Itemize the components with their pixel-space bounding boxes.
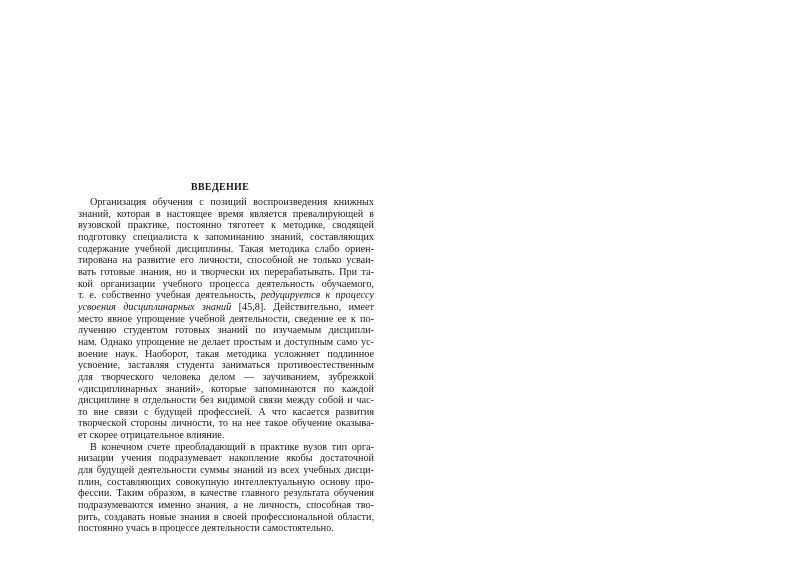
text-line: вать готовые знания, но и творчески их перерабатывать. При та-	[78, 266, 374, 278]
text-line: усвоение, заставляя студента заниматься противоестественным	[78, 360, 374, 372]
paragraph-1	[66, 197, 374, 442]
italic-emphasis: усвоения дисциплинарных знаний	[78, 301, 232, 313]
text-line: содержание учебной дисциплины. Такая методика слабо ориен-	[78, 243, 374, 255]
text-line: Организация обучения с позиций воспроизведения книжных	[90, 197, 374, 208]
text-line: для будущей деятельности суммы знаний из всех учебных дисци-	[78, 465, 374, 477]
text-line: ет скорее отрицательное влияние.	[78, 430, 225, 442]
text-line	[66, 302, 374, 314]
text-line: вузовской практике, постоянно тяготеет к методике, сводящей	[78, 220, 374, 232]
text-line: подготовку специалиста к запоминанию знаний, составляющих	[78, 231, 374, 243]
text-run: [45,8]. Действительно, имеет	[231, 301, 374, 313]
text-line: В конечном счете преобладающий в практике вузов тип орга-	[90, 441, 374, 453]
text-line: низации учения подразумевает накопление якобы достаточной	[78, 453, 374, 465]
text-line: место явное упрощение учебной деятельности, сведение ее к по-	[78, 313, 374, 325]
text-line: подразумеваются именно знания, а не личность, способная тво-	[78, 500, 374, 512]
text-line: тирована на развитие его личности, способной не только усваи-	[78, 255, 374, 267]
text-line: лучению студентом готовых знаний по изучаемым дисципли-	[78, 325, 374, 337]
text-line: рить, создавать новые знания в своей профессиональной области,	[78, 511, 374, 523]
text-line: творческой стороны личности, то на нее такое обучение оказыва-	[78, 418, 374, 430]
text-line: знаний, которая в настоящее время является превалирующей в	[78, 208, 374, 220]
chapter-heading: ВВЕДЕНИЕ	[190, 182, 250, 193]
paragraph-2	[66, 442, 374, 535]
text-line: для творческого человека делом — заучиванием, зубрежкой	[78, 371, 374, 383]
body-text	[66, 197, 374, 535]
text-line: «дисциплинарных знаний», которые запоминаются по каждой	[78, 383, 374, 395]
text-line: плин, составляющих совокупную интеллектуальную основу про-	[78, 476, 374, 488]
text-line: воение наук. Наоборот, такая методика усложняет подлинное	[78, 348, 374, 360]
text-line	[66, 290, 374, 302]
text-line: нам. Однако упрощение не делает простым и доступным само ус-	[78, 336, 374, 348]
text-line: кой организации учебного процесса деятельность обучаемого,	[78, 278, 374, 290]
italic-emphasis: редуцируется к процессу	[260, 290, 374, 302]
text-run: т. е. собственно учебная деятельность,	[78, 290, 261, 302]
text-line: дисциплине в отдельности без видимой связи между собой и час-	[78, 395, 374, 407]
text-line: то вне связи с будущей профессией. А что касается развития	[78, 406, 374, 418]
text-line: постоянно учась в процессе деятельности самостоятельно.	[78, 523, 334, 535]
text-line: фессии. Таким образом, в качестве главного результата обучения	[78, 488, 374, 500]
